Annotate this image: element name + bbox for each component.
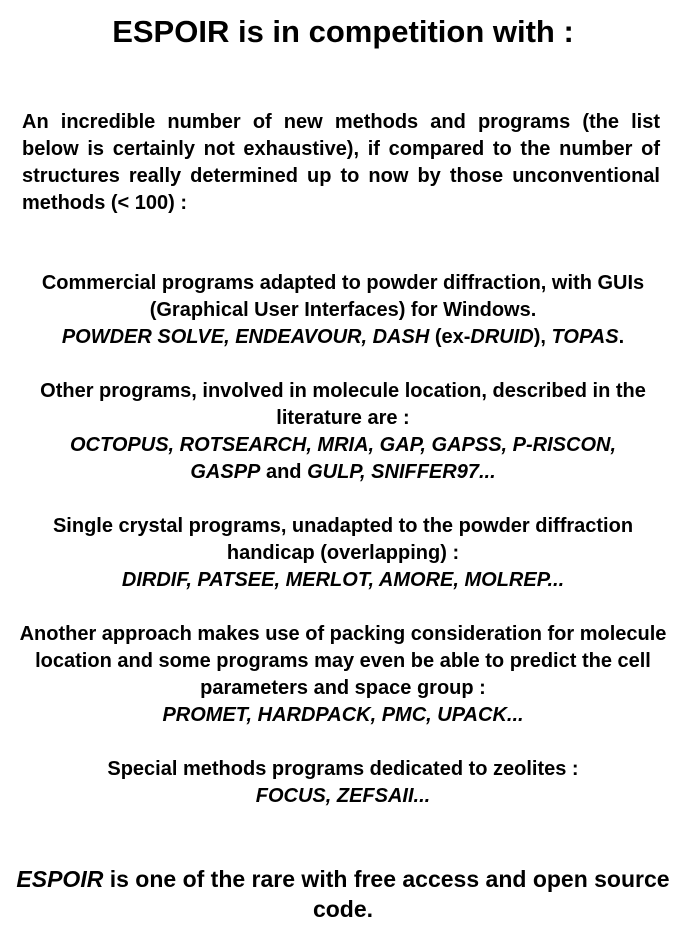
molecule-location-programs-line1: OCTOPUS, ROTSEARCH, MRIA, GAP, GAPSS, P-RISCON, — [70, 434, 616, 456]
single-crystal-section — [12, 513, 674, 594]
page-title: ESPOIR is in competition with : — [112, 14, 574, 49]
zeolites-description: Special methods programs dedicated to zeolites : — [107, 758, 579, 780]
zeolites-programs: FOCUS, ZEFSAII... — [255, 785, 431, 807]
molecule-location-and: and — [260, 461, 308, 483]
single-crystal-programs: DIRDIF, PATSEE, MERLOT, AMORE, MOLREP... — [121, 569, 565, 591]
single-crystal-description: Single crystal programs, unadapted to the powder diffraction handicap (overlapping) : — [52, 515, 634, 564]
commercial-separator: ), — [533, 326, 552, 348]
zeolites-section — [12, 756, 674, 810]
packing-section — [12, 621, 674, 729]
molecule-location-section — [12, 378, 674, 486]
commercial-topas: TOPAS — [551, 326, 619, 348]
molecule-location-description: Other programs, involved in molecule location, described in the literature are : — [40, 380, 646, 429]
commercial-programs-section — [12, 270, 674, 351]
commercial-ex-prefix: (ex- — [429, 326, 471, 348]
commercial-druid: DRUID — [470, 326, 534, 348]
intro-paragraph: An incredible number of new methods and programs (the list below is certainly not exhaustive), if compared to the number of structures really determined up to now by those unconventional methods (< 100) : — [22, 111, 660, 214]
espoir-name: ESPOIR — [16, 866, 104, 892]
commercial-programs-description: Commercial programs adapted to powder diffraction, with GUIs (Graphical User Interfaces) for Windows. — [41, 272, 645, 321]
closing-statement — [12, 864, 674, 924]
packing-description: Another approach makes use of packing consideration for molecule location and some programs may even be able to predict the cell parameters and space group : — [19, 623, 667, 699]
commercial-programs-list — [62, 326, 624, 348]
molecule-location-gaspp: GASPP — [190, 461, 261, 483]
commercial-period: . — [618, 326, 625, 348]
closing-statement-text: is one of the rare with free access and open source code. — [103, 866, 670, 922]
molecule-location-programs-line2: GULP, SNIFFER97... — [307, 461, 496, 483]
packing-programs: PROMET, HARDPACK, PMC, UPACK... — [162, 704, 524, 726]
commercial-program-names: POWDER SOLVE, ENDEAVOUR, DASH — [61, 326, 430, 348]
